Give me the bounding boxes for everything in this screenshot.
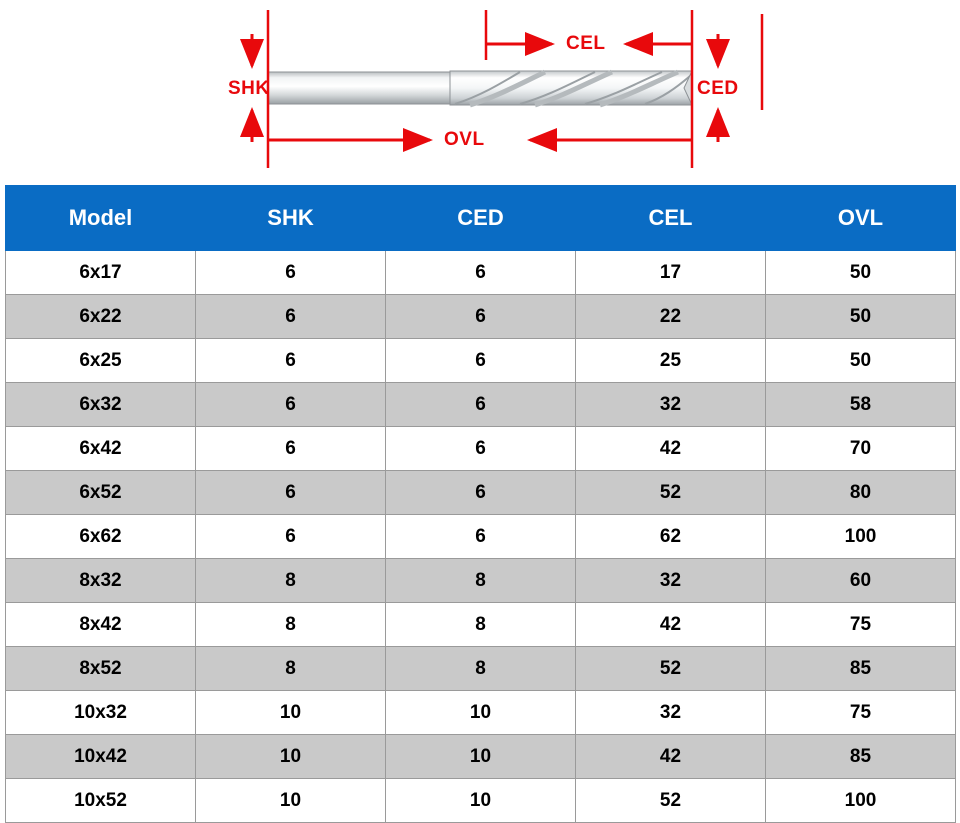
cell-cel: 42 [576, 427, 766, 471]
table-header [6, 186, 956, 251]
cell-model: 6x17 [6, 251, 196, 295]
cell-ced: 10 [386, 779, 576, 823]
cell-cel: 17 [576, 251, 766, 295]
cell-cel: 22 [576, 295, 766, 339]
cell-shk: 10 [196, 691, 386, 735]
cell-ovl: 50 [766, 251, 956, 295]
cell-ovl: 50 [766, 295, 956, 339]
cell-cel: 25 [576, 339, 766, 383]
cell-ovl: 85 [766, 647, 956, 691]
cell-cel: 42 [576, 735, 766, 779]
cell-shk: 6 [196, 471, 386, 515]
cell-ced: 10 [386, 691, 576, 735]
cell-ovl: 100 [766, 779, 956, 823]
cell-model: 10x52 [6, 779, 196, 823]
cell-model: 10x32 [6, 691, 196, 735]
cell-ced: 8 [386, 603, 576, 647]
cell-cel: 32 [576, 383, 766, 427]
cell-cel: 52 [576, 779, 766, 823]
cell-shk: 6 [196, 295, 386, 339]
table-row [6, 427, 956, 471]
cell-model: 8x42 [6, 603, 196, 647]
cell-shk: 8 [196, 603, 386, 647]
cell-cel: 62 [576, 515, 766, 559]
cell-shk: 10 [196, 735, 386, 779]
table-row [6, 515, 956, 559]
cell-ced: 8 [386, 559, 576, 603]
shk-label: SHK [228, 78, 270, 99]
cell-shk: 10 [196, 779, 386, 823]
cell-cel: 42 [576, 603, 766, 647]
column-header-cel: CEL [576, 186, 766, 251]
cell-ced: 6 [386, 383, 576, 427]
cell-ovl: 70 [766, 427, 956, 471]
cell-ovl: 100 [766, 515, 956, 559]
cell-cel: 32 [576, 559, 766, 603]
cell-ovl: 58 [766, 383, 956, 427]
cell-model: 6x52 [6, 471, 196, 515]
column-header-ovl: OVL [766, 186, 956, 251]
cell-ovl: 85 [766, 735, 956, 779]
cell-ced: 6 [386, 515, 576, 559]
cell-ovl: 60 [766, 559, 956, 603]
table-row [6, 647, 956, 691]
table-header-row [6, 186, 956, 251]
cell-ced: 6 [386, 295, 576, 339]
cell-model: 6x62 [6, 515, 196, 559]
cell-shk: 6 [196, 515, 386, 559]
cell-model: 6x22 [6, 295, 196, 339]
table-row [6, 559, 956, 603]
column-header-shk: SHK [196, 186, 386, 251]
cel-label: CEL [566, 33, 606, 54]
cell-model: 8x32 [6, 559, 196, 603]
table-row [6, 251, 956, 295]
cell-shk: 6 [196, 339, 386, 383]
diagram-svg [0, 0, 960, 178]
column-header-ced: CED [386, 186, 576, 251]
cell-cel: 52 [576, 471, 766, 515]
cell-ovl: 50 [766, 339, 956, 383]
ovl-label: OVL [444, 129, 485, 150]
ced-label: CED [697, 78, 739, 99]
cell-model: 10x42 [6, 735, 196, 779]
cell-shk: 6 [196, 251, 386, 295]
tool-illustration [268, 71, 692, 105]
cell-ced: 10 [386, 735, 576, 779]
tool-dimension-diagram [0, 0, 960, 178]
cell-model: 6x42 [6, 427, 196, 471]
cell-ovl: 75 [766, 691, 956, 735]
table-row [6, 691, 956, 735]
cell-ovl: 80 [766, 471, 956, 515]
table-row [6, 383, 956, 427]
table-row [6, 295, 956, 339]
specification-table-container [5, 185, 955, 823]
cell-shk: 6 [196, 427, 386, 471]
cell-shk: 6 [196, 383, 386, 427]
table-row [6, 735, 956, 779]
cell-model: 6x32 [6, 383, 196, 427]
cell-ovl: 75 [766, 603, 956, 647]
specification-table [5, 185, 956, 823]
table-row [6, 603, 956, 647]
table-body [6, 251, 956, 823]
table-row [6, 339, 956, 383]
table-row [6, 471, 956, 515]
cell-ced: 6 [386, 251, 576, 295]
cell-model: 8x52 [6, 647, 196, 691]
cell-ced: 6 [386, 339, 576, 383]
cell-ced: 6 [386, 427, 576, 471]
column-header-model: Model [6, 186, 196, 251]
cell-shk: 8 [196, 647, 386, 691]
cell-model: 6x25 [6, 339, 196, 383]
cell-cel: 32 [576, 691, 766, 735]
cell-cel: 52 [576, 647, 766, 691]
cell-shk: 8 [196, 559, 386, 603]
cell-ced: 8 [386, 647, 576, 691]
cell-ced: 6 [386, 471, 576, 515]
